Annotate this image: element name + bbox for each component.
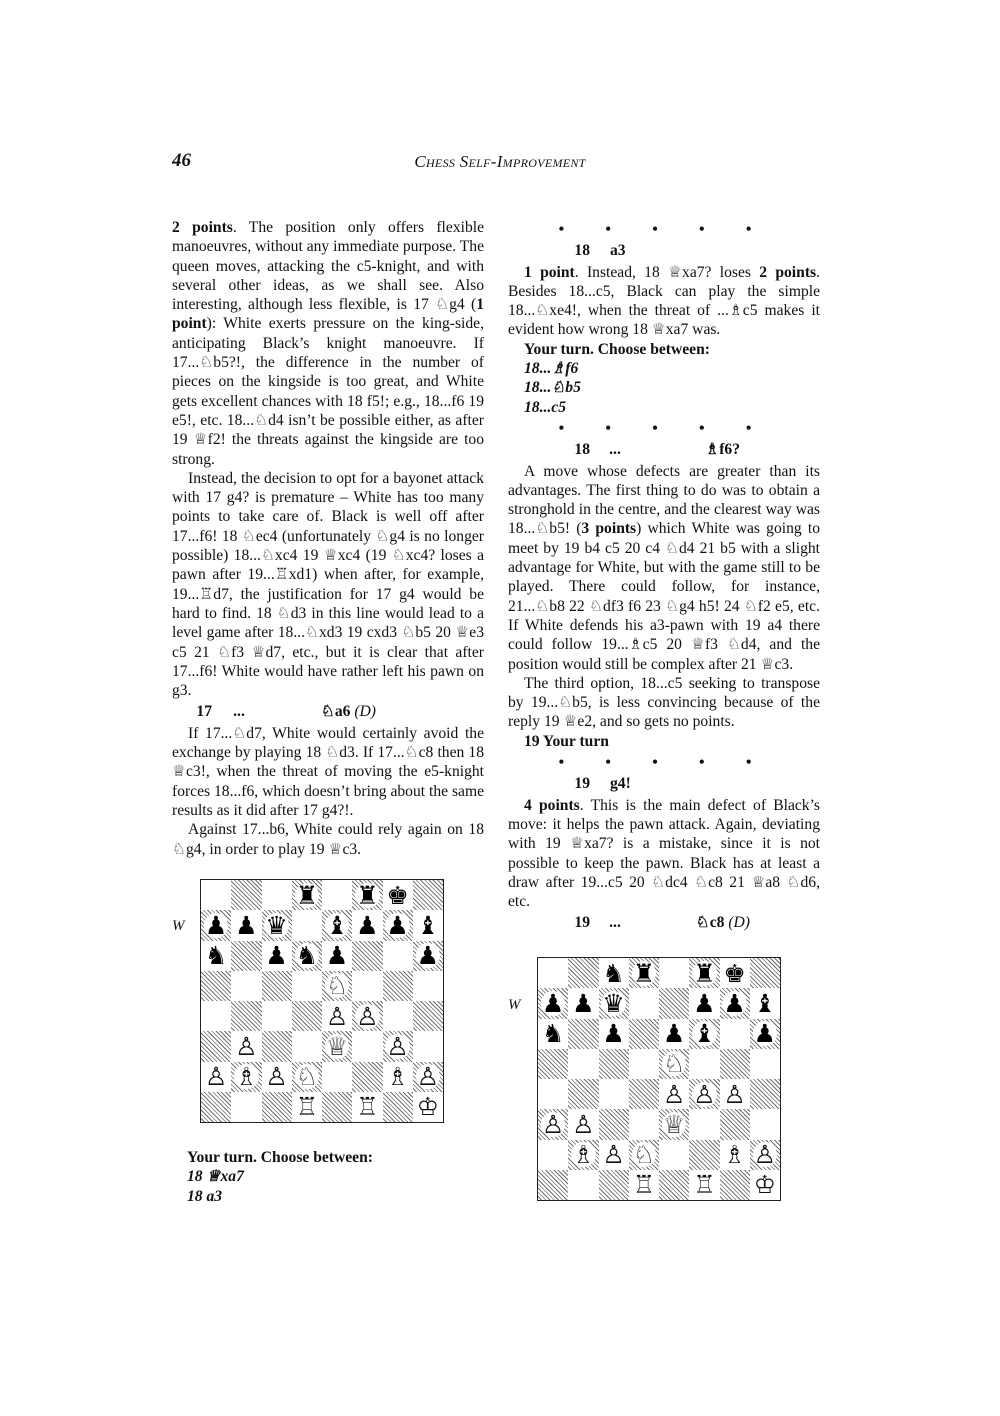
- black-knight-icon: ♞: [541, 1019, 565, 1049]
- move-san: g4!: [610, 775, 631, 793]
- paragraph-text: . The position only offers flexible manoeuvres, without any immediate purpose. The queen moves, attacking the c5-knight, and with several other ideas, as we shall see. Also interesting, although less flexible, is 17 ♘g4 (: [172, 219, 484, 314]
- points-label: 2 points: [172, 219, 233, 236]
- paragraph: If 17...♘d7, White would certainly avoid the exchange by playing 18 ♘d3. If 17...♘c8 then 18 ♕c3!, when the threat of moving the e5-knight forces 18...f6, which doesn’t bring about the same results as it did after 17 g4?!.: [172, 724, 484, 819]
- board-square: [383, 880, 413, 910]
- board-square: [629, 1109, 659, 1139]
- board-square: [231, 941, 261, 971]
- board-square: [322, 880, 352, 910]
- move-number: 19: [574, 914, 590, 932]
- board-square: [659, 1140, 689, 1170]
- black-pawn-icon: ♟: [386, 910, 409, 940]
- black-pawn-icon: ♟: [356, 910, 379, 940]
- board-square: [262, 1062, 292, 1092]
- board-square: [292, 971, 322, 1001]
- board-square: [413, 1092, 443, 1122]
- black-king-icon: ♚: [386, 880, 409, 910]
- move-san: ♗f6?: [705, 441, 740, 459]
- board-square: [538, 1079, 568, 1109]
- white-bishop-icon: ♗: [723, 1140, 746, 1170]
- chess-diagram: [200, 879, 444, 1123]
- black-rook-icon: ♜: [632, 958, 656, 988]
- choice-option: 18...c5: [524, 398, 567, 416]
- black-pawn-icon: ♟: [693, 988, 716, 1018]
- diagram-note: (D): [354, 703, 376, 721]
- board-square: [262, 880, 292, 910]
- choice-option: 18 a3: [187, 1187, 223, 1205]
- board-square: [629, 1079, 659, 1109]
- paragraph: Instead, the decision to opt for a bayonet attack with 17 g4? is premature – White has too many points to take care of. Black is well off after 17...f6! 18 ♘ec4 (unfortunately ♘g4 is no longer possible) 18...♘xc4 19 ♕xc4 (19 ♘xc4? loses a pawn after 19...♖xd1) when after, for example, 19...♖d7, the justification for 17 g4 would be hard to find. 18 ♘d3 in this line would lead to a level game after 18...♘xd3 19 cxd3 ♘b5 20 ♕e3 c5 21 ♘f3 ♕d7, etc., but it is clear that after 17...f6! White would have rather left his pawn on g3.: [172, 469, 484, 700]
- black-bishop-icon: ♝: [693, 1019, 716, 1049]
- board-square: [292, 1092, 322, 1122]
- white-knight-icon: ♘: [662, 1049, 686, 1079]
- move-ellipsis: ...: [609, 441, 621, 459]
- board-square: [322, 941, 352, 971]
- board-square: [629, 958, 659, 988]
- board-square: [538, 1049, 568, 1079]
- board-square: [629, 1170, 659, 1200]
- board-square: [599, 1140, 629, 1170]
- choice-option: 18...♘b5: [524, 379, 581, 397]
- board-square: [689, 958, 719, 988]
- paragraph-text: . Instead, 18 ♕xa7? loses: [574, 263, 760, 281]
- board-square: [599, 988, 629, 1018]
- white-knight-icon: ♘: [325, 971, 349, 1001]
- board-square: [231, 1092, 261, 1122]
- running-title: Chess Self-Improvement: [414, 152, 586, 171]
- board-square: [720, 1019, 750, 1049]
- black-queen-icon: ♛: [265, 910, 288, 940]
- board-square: [413, 880, 443, 910]
- board-square: [201, 941, 231, 971]
- page-header: [172, 150, 828, 180]
- black-pawn-icon: ♟: [723, 988, 746, 1018]
- board-square: [659, 1109, 689, 1139]
- move-line: [508, 440, 820, 459]
- black-pawn-icon: ♟: [235, 910, 258, 940]
- white-bishop-icon: ♗: [386, 1062, 409, 1092]
- board-square: [352, 910, 382, 940]
- black-pawn-icon: ♟: [572, 988, 595, 1018]
- board-square: [322, 1062, 352, 1092]
- black-pawn-icon: ♟: [265, 941, 288, 971]
- paragraph: [172, 218, 484, 469]
- white-pawn-icon: ♙: [723, 1079, 746, 1109]
- white-king-icon: ♔: [753, 1170, 777, 1200]
- white-pawn-icon: ♙: [693, 1079, 716, 1109]
- board-square: [750, 1019, 780, 1049]
- board-square: [720, 1170, 750, 1200]
- board-square: [720, 1079, 750, 1109]
- move-ellipsis: ...: [233, 703, 245, 721]
- white-queen-icon: ♕: [325, 1031, 349, 1061]
- board-square: [413, 1001, 443, 1031]
- move-number: 18: [574, 242, 590, 260]
- black-pawn-icon: ♟: [662, 1019, 686, 1049]
- choice-box: [187, 1148, 373, 1206]
- board-square: [201, 1001, 231, 1031]
- board-square: [750, 958, 780, 988]
- board-square: [292, 1062, 322, 1092]
- board-square: [720, 988, 750, 1018]
- board-square: [750, 1140, 780, 1170]
- white-king-icon: ♔: [416, 1092, 440, 1122]
- points-label: 4 points: [524, 796, 580, 814]
- board-square: [568, 1049, 598, 1079]
- move-number: 19: [574, 775, 590, 793]
- page-number: 46: [172, 150, 191, 171]
- board-square: [599, 1049, 629, 1079]
- board-square: [568, 1109, 598, 1139]
- board-square: [201, 1092, 231, 1122]
- white-pawn-icon: ♙: [325, 1001, 349, 1031]
- board-square: [262, 1092, 292, 1122]
- black-bishop-icon: ♝: [325, 910, 349, 940]
- board-square: [689, 988, 719, 1018]
- board-square: [659, 988, 689, 1018]
- board-square: [659, 1049, 689, 1079]
- right-column: [508, 218, 820, 935]
- board-square: [538, 1170, 568, 1200]
- board-square: [689, 1109, 719, 1139]
- board-square: [750, 1170, 780, 1200]
- board-square: [413, 1031, 443, 1061]
- black-knight-icon: ♞: [295, 941, 319, 971]
- move-san: ♘a6: [320, 703, 351, 721]
- white-pawn-icon: ♙: [572, 1109, 595, 1139]
- board-square: [413, 941, 443, 971]
- white-pawn-icon: ♙: [235, 1031, 258, 1061]
- board-square: [231, 880, 261, 910]
- board-square: [538, 958, 568, 988]
- white-pawn-icon: ♙: [356, 1001, 379, 1031]
- board-square: [383, 1001, 413, 1031]
- paragraph-text: A move whose defects are greater than its advantages. The first thing to do was to obtain a stronghold in the centre, and the clearest way was 18...♘b5! (: [508, 462, 820, 538]
- board-square: [413, 971, 443, 1001]
- board-square: [352, 1031, 382, 1061]
- board-square: [292, 1031, 322, 1061]
- points-label: 3 points: [581, 520, 637, 538]
- board-square: [383, 1062, 413, 1092]
- board-square: [231, 1062, 261, 1092]
- white-rook-icon: ♖: [356, 1092, 379, 1122]
- paragraph: Against 17...b6, White could rely again on 18 ♘g4, in order to play 19 ♕c3.: [172, 821, 484, 858]
- white-pawn-icon: ♙: [602, 1140, 625, 1170]
- white-bishop-icon: ♗: [572, 1140, 595, 1170]
- board-square: [720, 1049, 750, 1079]
- board-square: [322, 1092, 352, 1122]
- move-line: [508, 241, 820, 260]
- paragraph: [508, 263, 820, 340]
- board-square: [659, 1019, 689, 1049]
- board-square: [352, 1062, 382, 1092]
- board-square: [689, 1170, 719, 1200]
- board-square: [352, 880, 382, 910]
- board-square: [292, 1001, 322, 1031]
- choice-option: 18...♗f6: [524, 360, 579, 378]
- board-square: [201, 910, 231, 940]
- white-knight-icon: ♘: [632, 1140, 656, 1170]
- board-square: [231, 1031, 261, 1061]
- board-square: [599, 1079, 629, 1109]
- black-knight-icon: ♞: [602, 958, 625, 988]
- white-rook-icon: ♖: [693, 1170, 716, 1200]
- black-bishop-icon: ♝: [753, 988, 777, 1018]
- board-square: [231, 1001, 261, 1031]
- board-square: [568, 988, 598, 1018]
- paragraph-text: ): White exerts pressure on the king-side, anticipating Black’s knight manoeuvre. If 17...♘b5?!, the difference in the number of pieces on the kingside is too great, and White gets excellent chances with 18 f5!; e.g., 18...f6 19 e5!, etc. 18...♘d4 isn’t be possible either, as after 19 ♕f2! the threats against the kingside are too strong.: [172, 315, 484, 468]
- move-line: [508, 774, 820, 793]
- board-square: [201, 971, 231, 1001]
- board-square: [568, 1140, 598, 1170]
- move-san: a3: [610, 242, 626, 260]
- board-square: [599, 1170, 629, 1200]
- side-to-move-label: W: [508, 997, 521, 1013]
- black-queen-icon: ♛: [602, 988, 625, 1018]
- board-square: [383, 910, 413, 940]
- move-number: 17: [196, 703, 212, 721]
- board-square: [262, 971, 292, 1001]
- move-line: [508, 913, 820, 932]
- board-square: [538, 988, 568, 1018]
- board-square: [689, 1079, 719, 1109]
- board-square: [292, 941, 322, 971]
- points-label: 1 point: [172, 296, 484, 333]
- paragraph: The third option, 18...c5 seeking to transpose by 19...♘b5, is less convincing because of the reply 19 ♕e2, and so gets no points.: [508, 674, 820, 731]
- board-square: [262, 910, 292, 940]
- board-square: [750, 1109, 780, 1139]
- board-square: [322, 1001, 352, 1031]
- white-rook-icon: ♖: [632, 1170, 656, 1200]
- black-rook-icon: ♜: [356, 880, 379, 910]
- board-square: [720, 1109, 750, 1139]
- board-square: [659, 958, 689, 988]
- board-square: [689, 1019, 719, 1049]
- board-square: [322, 971, 352, 1001]
- paragraph-text: . Besides 18...c5, Black can play the simple 18...♘xe4!, when the threat of ...♗c5 makes it evident how wrong 18 ♕xa7 was.: [508, 263, 820, 339]
- black-pawn-icon: ♟: [204, 910, 228, 940]
- paragraph-text: ) which White was going to meet by 19 b4 c5 20 c4 ♘d4 21 b5 with a slight advantage for White, but with the game still to be played. There could follow, for instance, 21...♘b8 22 ♘df3 f6 23 ♘g4 h5! 24 ♘f2 e5, etc. If White defends his a3-pawn with 19 a4 there could follow 19...♗c5 20 ♕f3 ♘d4, and the position would still be complex after 21 ♕c3.: [508, 520, 820, 673]
- white-pawn-icon: ♙: [541, 1109, 565, 1139]
- board-square: [750, 1079, 780, 1109]
- board-square: [568, 958, 598, 988]
- diagram-note: (D): [728, 914, 750, 932]
- black-pawn-icon: ♟: [602, 1019, 625, 1049]
- move-san: ♘c8: [695, 914, 725, 932]
- board-square: [689, 1140, 719, 1170]
- board-square: [538, 1019, 568, 1049]
- board-square: [352, 1001, 382, 1031]
- paragraph: [508, 796, 820, 912]
- board-square: [352, 1092, 382, 1122]
- white-knight-icon: ♘: [295, 1062, 319, 1092]
- board-square: [568, 1019, 598, 1049]
- board-square: [599, 1109, 629, 1139]
- choice-heading: Your turn. Choose between:: [524, 340, 710, 358]
- black-pawn-icon: ♟: [753, 1019, 777, 1049]
- paragraph: [508, 462, 820, 674]
- points-label: 2 points: [759, 263, 817, 281]
- board-square: [750, 988, 780, 1018]
- board-square: [629, 1140, 659, 1170]
- black-knight-icon: ♞: [204, 941, 228, 971]
- board-square: [413, 1062, 443, 1092]
- board-square: [322, 910, 352, 940]
- black-pawn-icon: ♟: [325, 941, 349, 971]
- move-number: 18: [574, 441, 590, 459]
- board-square: [599, 1019, 629, 1049]
- choice-heading: Your turn. Choose between:: [187, 1149, 373, 1166]
- black-rook-icon: ♜: [693, 958, 716, 988]
- board-square: [383, 971, 413, 1001]
- left-column: [172, 218, 484, 859]
- board-square: [231, 910, 261, 940]
- white-rook-icon: ♖: [295, 1092, 319, 1122]
- board-square: [292, 880, 322, 910]
- white-bishop-icon: ♗: [235, 1062, 258, 1092]
- board-square: [352, 941, 382, 971]
- side-to-move-label: W: [172, 918, 185, 934]
- board-square: [720, 958, 750, 988]
- turn-heading: 19 Your turn: [524, 732, 609, 750]
- choice-option: 18 ♕xa7: [187, 1168, 244, 1186]
- board-square: [629, 1049, 659, 1079]
- board-square: [383, 941, 413, 971]
- board-square: [659, 1079, 689, 1109]
- board-square: [629, 1019, 659, 1049]
- board-square: [262, 1001, 292, 1031]
- board-square: [689, 1049, 719, 1079]
- board-square: [629, 988, 659, 1018]
- white-pawn-icon: ♙: [265, 1062, 288, 1092]
- board-square: [383, 1092, 413, 1122]
- black-rook-icon: ♜: [295, 880, 319, 910]
- board-square: [538, 1109, 568, 1139]
- white-pawn-icon: ♙: [204, 1062, 228, 1092]
- section-separator: • • • • •: [558, 417, 770, 438]
- white-pawn-icon: ♙: [386, 1031, 409, 1061]
- board-square: [352, 971, 382, 1001]
- board-square: [568, 1170, 598, 1200]
- white-pawn-icon: ♙: [416, 1062, 440, 1092]
- chess-diagram: [537, 957, 781, 1201]
- board-square: [413, 910, 443, 940]
- board-square: [201, 1031, 231, 1061]
- board-square: [383, 1031, 413, 1061]
- white-queen-icon: ♕: [662, 1109, 686, 1139]
- board-square: [322, 1031, 352, 1061]
- white-pawn-icon: ♙: [662, 1079, 686, 1109]
- board-square: [568, 1079, 598, 1109]
- section-separator: • • • • •: [558, 752, 770, 773]
- board-square: [538, 1140, 568, 1170]
- paragraph-text: . This is the main defect of Black’s move: it helps the pawn attack. Again, deviating with 19 ♕xa7? is a mistake, since it is not possible to keep the pawn. Black has at least a draw after 19...c5 20 ♘dc4 ♘c8 21 ♕a8 ♘d6, etc.: [508, 796, 821, 911]
- board-square: [231, 971, 261, 1001]
- board-square: [201, 1062, 231, 1092]
- black-pawn-icon: ♟: [541, 988, 565, 1018]
- board-square: [262, 941, 292, 971]
- move-line: [172, 702, 484, 721]
- section-separator: • • • • •: [558, 219, 770, 239]
- move-ellipsis: ...: [609, 914, 621, 932]
- board-square: [262, 1031, 292, 1061]
- board-square: [201, 880, 231, 910]
- black-king-icon: ♚: [723, 958, 746, 988]
- white-pawn-icon: ♙: [753, 1140, 777, 1170]
- board-square: [659, 1170, 689, 1200]
- black-bishop-icon: ♝: [416, 910, 440, 940]
- points-label: 1 point: [524, 263, 575, 281]
- board-square: [292, 910, 322, 940]
- board-square: [599, 958, 629, 988]
- board-square: [750, 1049, 780, 1079]
- board-square: [720, 1140, 750, 1170]
- black-pawn-icon: ♟: [416, 941, 440, 971]
